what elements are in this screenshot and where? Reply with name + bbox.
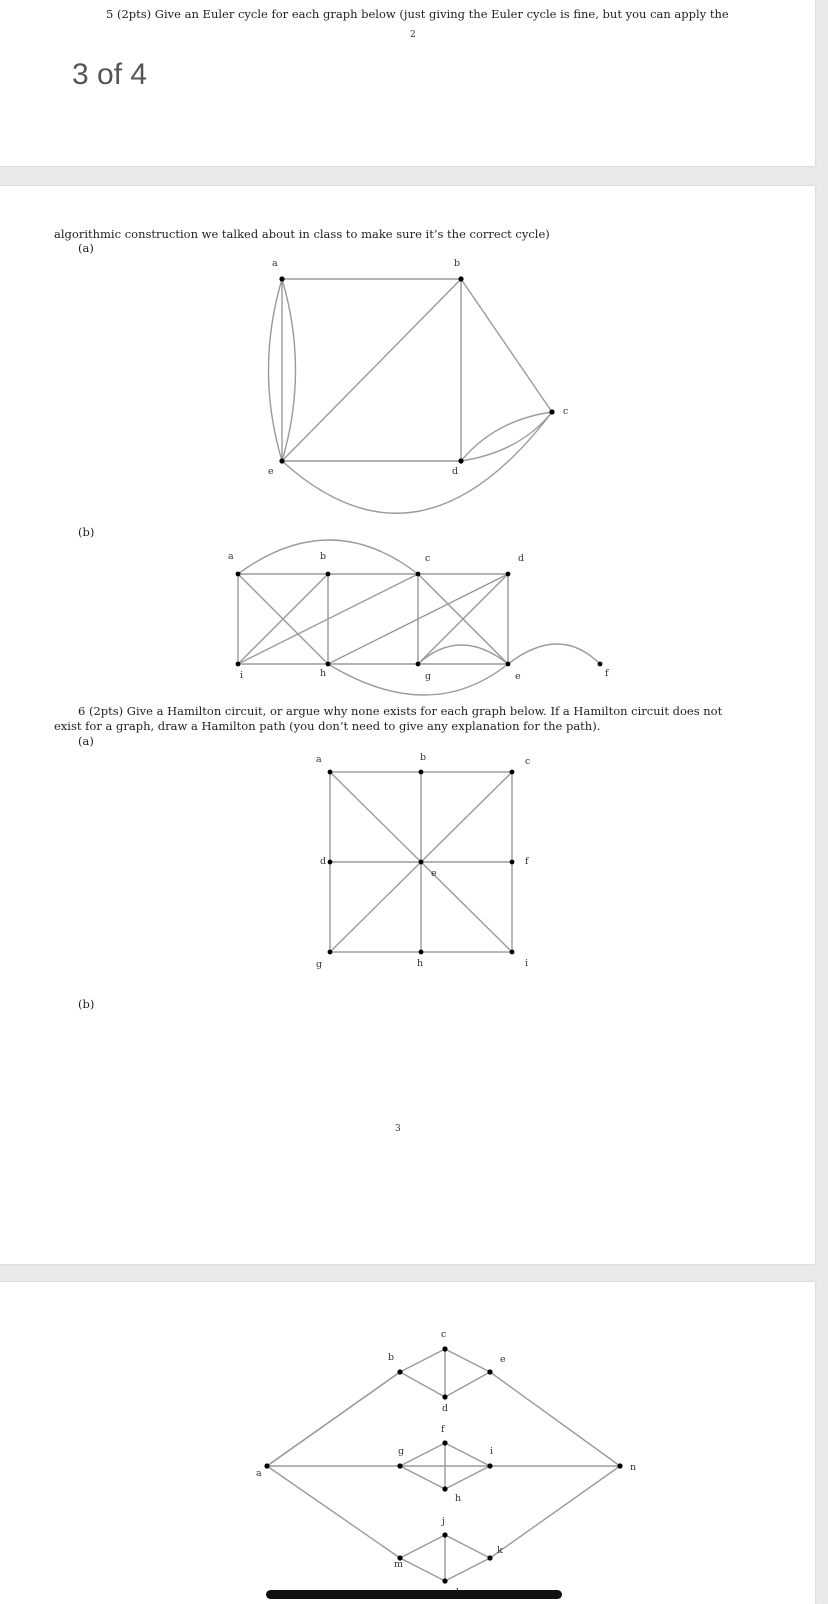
vertex-f xyxy=(442,1440,447,1445)
label-g: g xyxy=(316,959,323,970)
page-number: 3 xyxy=(395,1124,401,1134)
label-a: a xyxy=(316,754,322,765)
label-e: e xyxy=(268,466,274,477)
vertex-d xyxy=(442,1394,447,1399)
vertex-b xyxy=(397,1369,402,1374)
label-h: h xyxy=(455,1493,462,1504)
home-indicator[interactable] xyxy=(266,1590,562,1599)
label-b: b xyxy=(454,258,461,269)
vertex-g xyxy=(328,950,333,955)
label-h: h xyxy=(417,958,424,969)
label-f: f xyxy=(441,1424,445,1435)
label-c: c xyxy=(441,1329,447,1340)
label-a: a xyxy=(228,551,234,562)
label-c: c xyxy=(525,756,531,767)
label-i: i xyxy=(525,958,529,969)
q6-text-line2: exist for a graph, draw a Hamilton path (you don’t need to give any explanation for the path). xyxy=(54,719,601,733)
vertex-e xyxy=(419,860,424,865)
vertex-h xyxy=(442,1486,447,1491)
vertex-k xyxy=(487,1555,492,1560)
q6a-label: (a) xyxy=(78,734,94,748)
label-b: b xyxy=(388,1352,395,1363)
vertex-f xyxy=(510,860,515,865)
label-m: m xyxy=(394,1559,404,1570)
vertex-j xyxy=(442,1532,447,1537)
vertex-a xyxy=(264,1463,269,1468)
pdf-page-2 xyxy=(0,0,815,166)
q5b-label: (b) xyxy=(78,525,95,539)
vertex-c xyxy=(510,770,515,775)
label-f: f xyxy=(525,856,529,867)
graph-6b-edges xyxy=(267,1349,620,1581)
label-e: e xyxy=(431,868,437,879)
pdf-page-4 xyxy=(0,1282,815,1604)
vertex-a xyxy=(328,770,333,775)
label-c: c xyxy=(563,406,569,417)
vertex-i xyxy=(510,950,515,955)
label-f: f xyxy=(605,668,609,679)
vertex-n xyxy=(617,1463,622,1468)
label-e: e xyxy=(515,671,521,682)
q5-text-line2: algorithmic construction we talked about in class to make sure it’s the correct cycle) xyxy=(54,227,550,241)
vertex-e xyxy=(487,1369,492,1374)
label-i: i xyxy=(240,670,244,681)
label-k: k xyxy=(497,1545,503,1556)
vertex-i xyxy=(487,1463,492,1468)
label-i: i xyxy=(490,1446,494,1457)
label-c: c xyxy=(425,553,431,564)
label-g: g xyxy=(398,1446,405,1457)
q5-text-line1: 5 (2pts) Give an Euler cycle for each graph below (just giving the Euler cycle is fine, but you can apply the xyxy=(106,7,729,21)
pdf-page-3 xyxy=(0,186,815,1264)
vertex-d xyxy=(328,860,333,865)
q6-text-line1: 6 (2pts) Give a Hamilton circuit, or argue why none exists for each graph below. If a Hamilton circuit does not xyxy=(78,704,723,718)
q6b-label: (b) xyxy=(78,997,95,1011)
graph-6b xyxy=(0,1282,815,1604)
label-g: g xyxy=(425,671,432,682)
graph-6a xyxy=(0,186,815,1264)
label-n: n xyxy=(630,1462,637,1473)
label-a: a xyxy=(272,258,278,269)
page-indicator: 3 of 4 xyxy=(72,58,148,91)
label-j: j xyxy=(442,1516,445,1527)
label-d: d xyxy=(518,553,525,564)
label-e: e xyxy=(500,1354,506,1365)
label-b: b xyxy=(320,551,327,562)
label-d: d xyxy=(320,856,327,867)
vertex-h xyxy=(419,950,424,955)
label-a: a xyxy=(256,1468,262,1479)
vertex-l xyxy=(442,1578,447,1583)
label-b: b xyxy=(420,752,427,763)
vertex-g xyxy=(397,1463,402,1468)
page-number: 2 xyxy=(410,30,416,40)
vertex-b xyxy=(419,770,424,775)
label-d: d xyxy=(452,466,459,477)
label-h: h xyxy=(320,668,327,679)
label-d: d xyxy=(442,1403,449,1414)
q5a-label: (a) xyxy=(78,241,94,255)
vertex-c xyxy=(442,1346,447,1351)
